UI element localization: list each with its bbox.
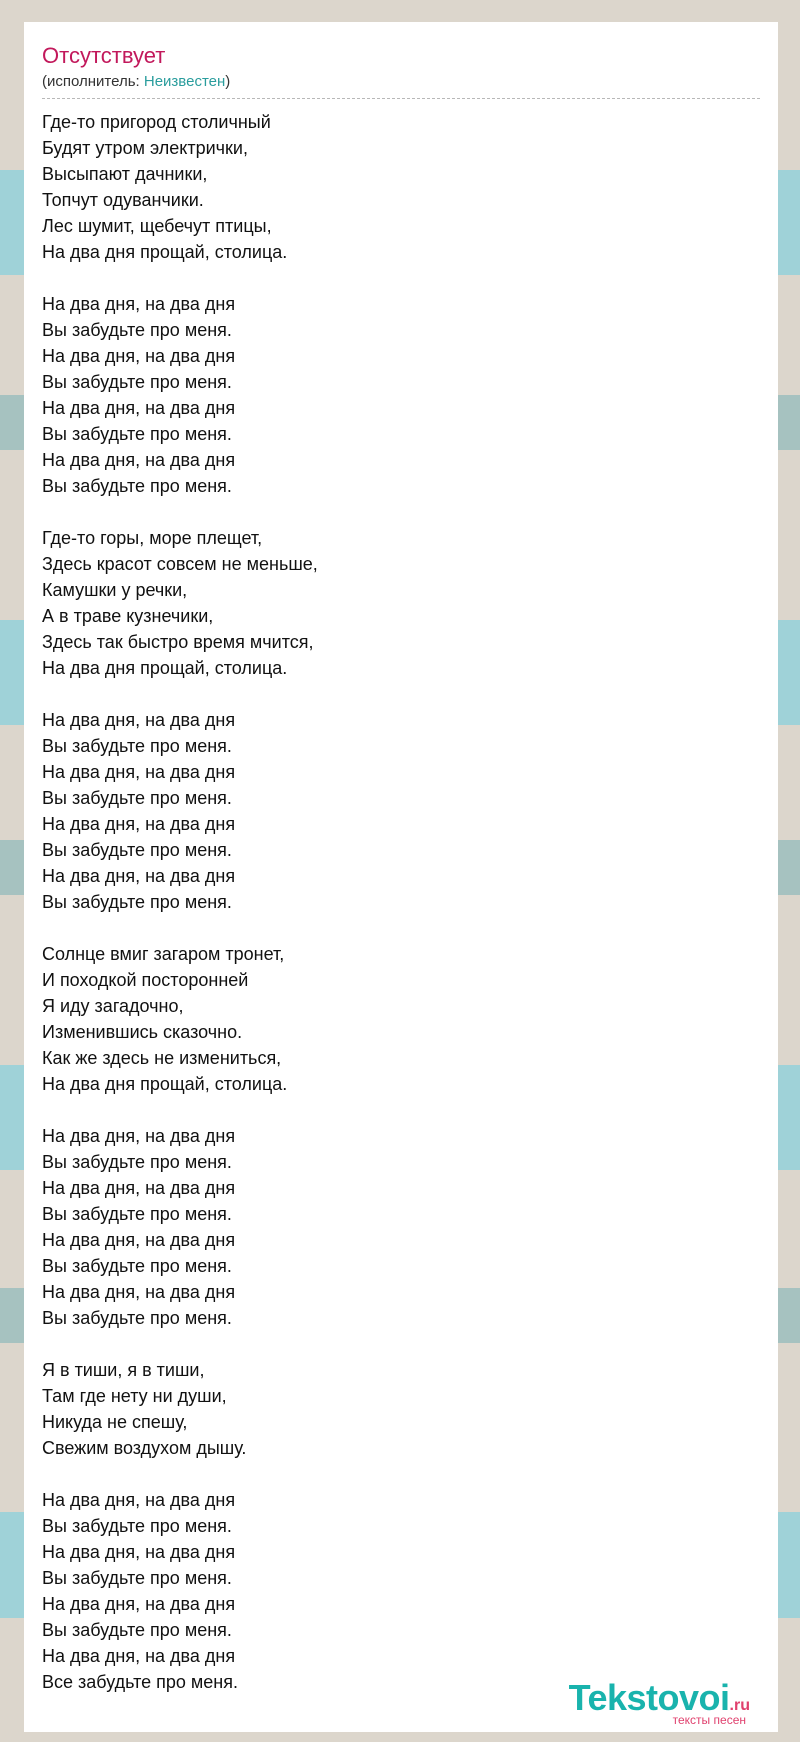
lyrics-line: Никуда не спешу, (42, 1412, 188, 1432)
lyrics-card (24, 22, 778, 1732)
lyrics-line: На два дня, на два дня (42, 1126, 236, 1146)
lyrics-line: Солнце вмиг загаром тронет, (42, 944, 285, 964)
lyrics-line: Камушки у речки, (42, 580, 188, 600)
lyrics-verse (42, 525, 760, 681)
lyrics-verse (42, 1123, 760, 1331)
lyrics-line: Вы забудьте про меня. (42, 372, 232, 392)
lyrics-line: Вы забудьте про меня. (42, 1620, 232, 1640)
lyrics-line: Вы забудьте про меня. (42, 840, 232, 860)
lyrics-line: Я в тиши, я в тиши, (42, 1360, 205, 1380)
lyrics-line: Я иду загадочно, (42, 996, 184, 1016)
lyrics-line: На два дня, на два дня (42, 1594, 236, 1614)
lyrics-line: Вы забудьте про меня. (42, 1308, 232, 1328)
lyrics-verse (42, 1487, 760, 1695)
lyrics-line: Свежим воздухом дышу. (42, 1438, 247, 1458)
lyrics-line: Вы забудьте про меня. (42, 424, 232, 444)
lyrics-body (42, 109, 760, 1695)
lyrics-line: Топчут одуванчики. (42, 190, 204, 210)
logo-tagline: тексты песен (672, 1713, 746, 1727)
lyrics-line: На два дня, на два дня (42, 294, 236, 314)
lyrics-line: А в траве кузнечики, (42, 606, 214, 626)
lyrics-line: Вы забудьте про меня. (42, 1256, 232, 1276)
lyrics-line: И походкой посторонней (42, 970, 249, 990)
lyrics-line: Изменившись сказочно. (42, 1022, 243, 1042)
lyrics-verse (42, 109, 760, 265)
lyrics-line: На два дня, на два дня (42, 814, 236, 834)
lyrics-line: На два дня, на два дня (42, 1542, 236, 1562)
lyrics-line: Там где нету ни души, (42, 1386, 227, 1406)
lyrics-line: Высыпают дачники, (42, 164, 208, 184)
lyrics-line: Вы забудьте про меня. (42, 1516, 232, 1536)
lyrics-verse (42, 1357, 760, 1461)
lyrics-line: Будят утром электрички, (42, 138, 248, 158)
lyrics-line: На два дня, на два дня (42, 762, 236, 782)
lyrics-line: Лес шумит, щебечут птицы, (42, 216, 272, 236)
site-logo[interactable] (568, 1677, 750, 1727)
lyrics-line: Где-то пригород столичный (42, 112, 271, 132)
lyrics-line: Здесь красот совсем не меньше, (42, 554, 318, 574)
meta-prefix: (исполнитель: (42, 73, 144, 90)
lyrics-line: Вы забудьте про меня. (42, 1568, 232, 1588)
lyrics-line: Вы забудьте про меня. (42, 1204, 232, 1224)
lyrics-line: На два дня, на два дня (42, 1490, 236, 1510)
song-title: Отсутствует (42, 43, 166, 68)
lyrics-line: Где-то горы, море плещет, (42, 528, 263, 548)
lyrics-line: На два дня, на два дня (42, 710, 236, 730)
artist-link[interactable]: Неизвестен (143, 73, 226, 90)
lyrics-line: Здесь так быстро время мчится, (42, 632, 314, 652)
lyrics-line: На два дня, на два дня (42, 866, 236, 886)
lyrics-line: На два дня, на два дня (42, 346, 236, 366)
lyrics-line: На два дня, на два дня (42, 398, 236, 418)
logo-suffix: .ru (729, 1697, 750, 1714)
lyrics-line: Вы забудьте про меня. (42, 1152, 232, 1172)
song-meta (42, 72, 760, 99)
lyrics-line: На два дня прощай, столица. (42, 1074, 288, 1094)
lyrics-line: Вы забудьте про меня. (42, 892, 232, 912)
lyrics-line: Вы забудьте про меня. (42, 736, 232, 756)
lyrics-line: На два дня, на два дня (42, 1178, 236, 1198)
lyrics-verse (42, 941, 760, 1097)
lyrics-line: На два дня, на два дня (42, 1230, 236, 1250)
lyrics-line: Все забудьте про меня. (42, 1672, 238, 1692)
lyrics-line: Как же здесь не измениться, (42, 1048, 282, 1068)
lyrics-line: На два дня, на два дня (42, 450, 236, 470)
meta-suffix: ) (225, 73, 231, 90)
lyrics-line: На два дня, на два дня (42, 1282, 236, 1302)
lyrics-line: На два дня, на два дня (42, 1646, 236, 1666)
logo-name: Tekstovoi (568, 1677, 730, 1718)
lyrics-verse (42, 291, 760, 499)
lyrics-line: Вы забудьте про меня. (42, 788, 232, 808)
lyrics-line: Вы забудьте про меня. (42, 476, 232, 496)
lyrics-verse (42, 707, 760, 915)
lyrics-line: На два дня прощай, столица. (42, 658, 288, 678)
lyrics-line: Вы забудьте про меня. (42, 320, 232, 340)
lyrics-line: На два дня прощай, столица. (42, 242, 288, 262)
